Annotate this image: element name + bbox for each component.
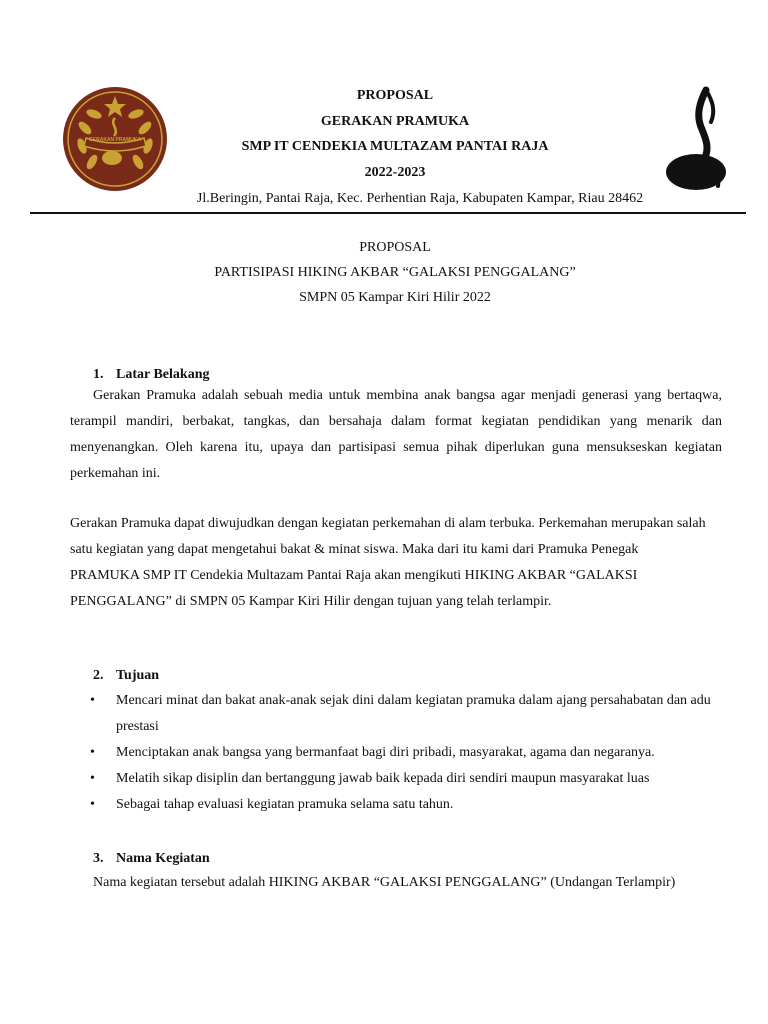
bullet-icon: • (90, 693, 95, 708)
list-item (70, 766, 730, 792)
tunas-kelapa-icon (656, 72, 732, 196)
letterhead-divider (30, 212, 746, 214)
proposal-subtitle: PARTISIPASI HIKING AKBAR “GALAKSI PENGGALANG” (214, 265, 576, 280)
section-number: 2. (93, 668, 104, 683)
letterhead-line-2: GERAKAN PRAMUKA (320, 114, 470, 129)
letterhead-address: Jl.Beringin, Pantai Raja, Kec. Perhentian Raja, Kabupaten Kampar, Riau 28462 (196, 191, 644, 206)
paragraph-latar-belakang-2: Gerakan Pramuka dapat diwujudkan dengan kegiatan perkemahan di alam terbuka. Perkemahan merupakan salah satu kegiatan yang dapat mengetahui bakat & minat siswa. Maka dari itu kami dari Pramuka Penegak PRAMUKA SMP IT Cendekia Multazam Pantai Raja akan mengikuti HIKING AKBAR “GALAKSI PENGGALANG” di SMPN 05 Kampar Kiri Hilir dengan tujuan yang telah terlampir. (70, 516, 706, 609)
section-title: Tujuan (116, 668, 160, 683)
list-item-text: Sebagai tahap evaluasi kegiatan pramuka selama satu tahun. (116, 797, 454, 812)
paragraph-nama-kegiatan: Nama kegiatan tersebut adalah HIKING AKBAR “GALAKSI PENGGALANG” (Undangan Terlampir) (93, 875, 676, 890)
section-title: Nama Kegiatan (116, 851, 210, 866)
section-heading-nama-kegiatan (93, 850, 210, 867)
list-item (70, 688, 730, 740)
section-number: 3. (93, 851, 104, 866)
list-item-text: Mencari minat dan bakat anak-anak sejak dini dalam kegiatan pramuka dalam ajang persahabatan dan adu prestasi (116, 693, 711, 734)
bullet-icon: • (90, 771, 95, 786)
bullet-icon: • (90, 745, 95, 760)
bullet-icon: • (90, 797, 95, 812)
section-heading-tujuan (93, 667, 159, 684)
list-item-text: Menciptakan anak bangsa yang bermanfaat bagi diri pribadi, masyarakat, agama dan negaranya. (116, 745, 655, 760)
section-heading-latar-belakang (93, 366, 209, 383)
list-item-text: Melatih sikap disiplin dan bertanggung jawab baik kepada diri sendiri maupun masyarakat luas (116, 771, 650, 786)
paragraph-latar-belakang-1: Gerakan Pramuka adalah sebuah media untuk membina anak bangsa agar menjadi generasi yang bertaqwa, terampil mandiri, berbakat, tangkas, dan bersahaja dalam format kegiatan pendidikan yang menarik dan menyenangkan. Oleh karena itu, upaya dan partisipasi semua pihak diperlukan guna mensukseskan kegiatan perkemahan ini. (70, 388, 722, 481)
letterhead-school-name: SMP IT CENDEKIA MULTAZAM PANTAI RAJA (241, 139, 549, 154)
emblem-text: GERAKAN PRAMUKA (88, 137, 142, 143)
section-title: Latar Belakang (116, 367, 210, 382)
tujuan-list (70, 688, 730, 818)
list-item (70, 792, 730, 818)
list-item (70, 740, 730, 766)
proposal-venue: SMPN 05 Kampar Kiri Hilir 2022 (299, 290, 491, 305)
section-number: 1. (93, 367, 104, 382)
letterhead-year: 2022-2023 (364, 165, 426, 180)
proposal-title: PROPOSAL (359, 240, 431, 255)
letterhead-line-1: PROPOSAL (356, 88, 434, 103)
